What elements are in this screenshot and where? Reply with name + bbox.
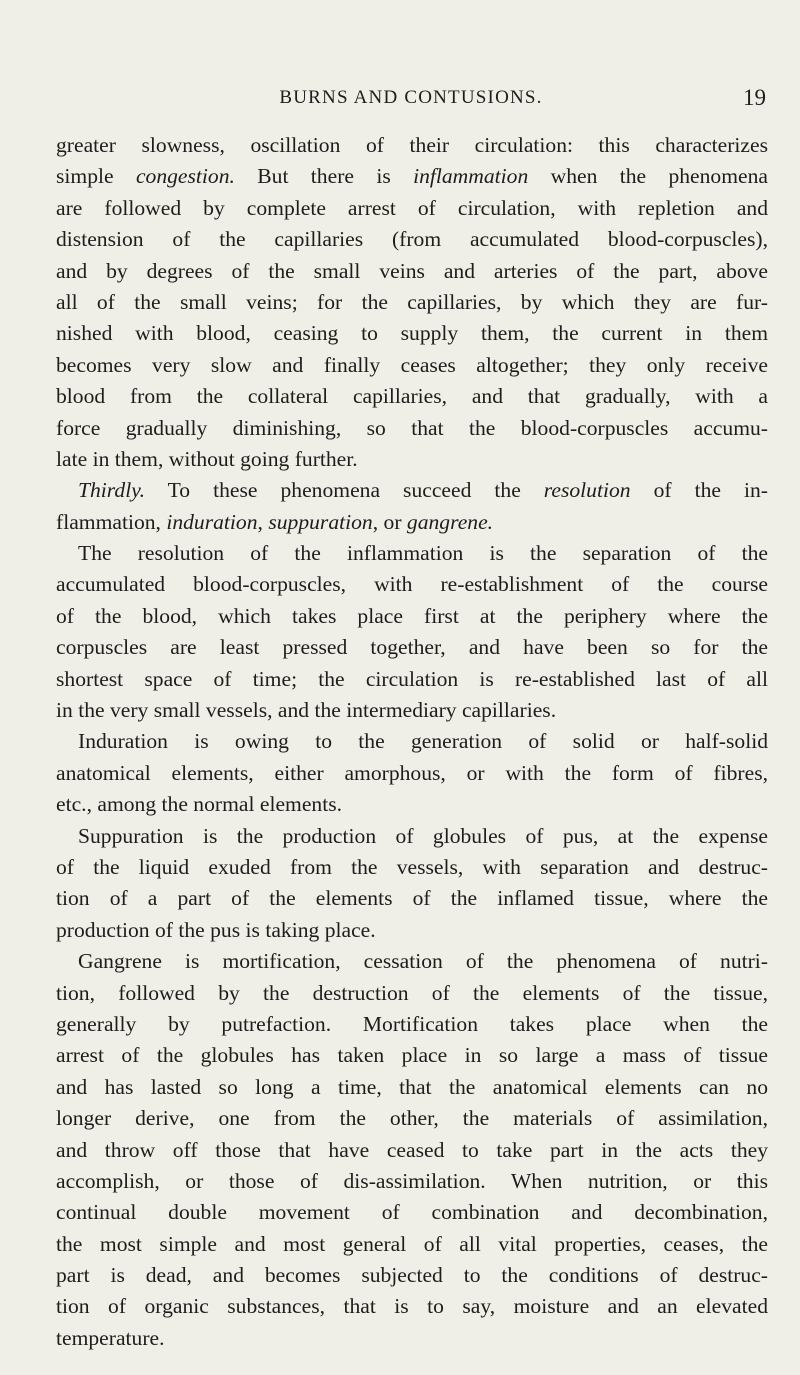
italic-term: inflammation <box>413 164 529 189</box>
text-line <box>56 130 768 161</box>
text-run: when the phenomena <box>528 164 768 189</box>
text-line <box>56 915 768 946</box>
text-run: tion of organic substances, that is to say, moisture and an elevated <box>56 1294 768 1319</box>
italic-term: suppuration <box>268 509 373 534</box>
text-line <box>56 256 768 287</box>
text-run: Gangrene is mortification, cessation of the phenomena of nutri- <box>78 949 768 974</box>
text-run: force gradually diminishing, so that the blood-corpuscles accumu- <box>56 415 768 440</box>
text-line <box>56 224 768 255</box>
text-run: Suppuration is the production of globules of pus, at the expense <box>78 823 768 848</box>
text-run: Induration is owing to the generation of solid or half-solid <box>78 729 768 754</box>
text-line <box>56 601 768 632</box>
text-line <box>56 507 768 538</box>
text-line <box>56 1135 768 1166</box>
text-line <box>56 978 768 1009</box>
text-run: tion of a part of the elements of the inflamed tissue, where the <box>56 886 768 911</box>
text-run: are followed by complete arrest of circulation, with repletion and <box>56 195 768 220</box>
text-run: blood from the collateral capillaries, and that gradually, with a <box>56 384 768 409</box>
text-run: greater slowness, oscillation of their circulation: this characterizes <box>56 133 768 157</box>
text-run: corpuscles are least pressed together, and have been so for the <box>56 635 768 660</box>
text-line <box>56 821 768 852</box>
text-run: and by degrees of the small veins and arteries of the part, above <box>56 258 768 283</box>
text-line <box>56 664 768 695</box>
italic-term: resolution <box>543 478 631 503</box>
text-run: tion, followed by the destruction of the elements of the tissue, <box>56 980 768 1005</box>
text-line <box>56 1103 768 1134</box>
text-line <box>56 538 768 569</box>
text-line <box>56 1040 768 1071</box>
text-run: becomes very slow and finally ceases altogether; they only receive <box>56 352 768 377</box>
text-line <box>56 318 768 349</box>
text-line <box>56 381 768 412</box>
text-line <box>56 1072 768 1103</box>
text-run: of the blood, which takes place first at the periphery where the <box>56 603 768 628</box>
page-number: 19 <box>743 85 766 110</box>
text-line <box>56 852 768 883</box>
text-run: , or <box>372 509 407 534</box>
text-line <box>56 287 768 318</box>
text-line <box>56 1166 768 1197</box>
text-line <box>56 1197 768 1228</box>
text-line <box>56 789 768 820</box>
text-line <box>56 444 768 475</box>
text-run: etc., among the normal elements. <box>56 792 343 817</box>
text-run: generally by putrefaction. Mortification takes place when the <box>56 1011 768 1036</box>
text-run: flammation, <box>56 509 167 534</box>
text-run: and has lasted so long a time, that the anatomical elements can no <box>56 1074 768 1099</box>
text-run: nished with blood, ceasing to supply them, the current in them <box>56 321 768 346</box>
text-run: all of the small veins; for the capillaries, by which they are fur- <box>56 289 768 314</box>
text-run: simple <box>56 164 136 189</box>
text-run: anatomical elements, either amorphous, or with the form of fibres, <box>56 760 768 785</box>
text-run: of the liquid exuded from the vessels, with separation and destruc- <box>56 854 768 879</box>
text-run: longer derive, one from the other, the materials of assimilation, <box>56 1106 768 1131</box>
text-run: of the in- <box>630 478 768 503</box>
italic-term: Thirdly. <box>78 478 145 503</box>
text-line <box>56 1009 768 1040</box>
text-run: shortest space of time; the circulation is re-established last of all <box>56 666 768 691</box>
text-run: distension of the capillaries (from accumulated blood-corpuscles), <box>56 227 768 252</box>
text-line <box>56 695 768 726</box>
text-run: To these phenomena succeed the <box>145 478 544 503</box>
text-line <box>56 946 768 977</box>
running-head: BURNS AND CONTUSIONS. <box>279 87 543 108</box>
body-text <box>56 130 768 1354</box>
text-line <box>56 726 768 757</box>
text-line <box>56 193 768 224</box>
text-line <box>56 758 768 789</box>
text-line <box>56 413 768 444</box>
text-run: in the very small vessels, and the intermediary capillaries. <box>56 698 557 723</box>
text-run: accomplish, or those of dis-assimilation. When nutrition, or this <box>56 1168 768 1193</box>
italic-term: congestion. <box>135 164 235 189</box>
text-run: But there is <box>234 164 414 189</box>
italic-term: gangrene. <box>406 509 494 534</box>
text-line <box>56 161 768 192</box>
text-run: late in them, without going further. <box>56 446 358 471</box>
text-line <box>56 569 768 600</box>
text-run: temperature. <box>56 1325 165 1350</box>
text-line <box>56 350 768 381</box>
text-line <box>56 883 768 914</box>
text-line <box>56 1260 768 1291</box>
text-line <box>56 1291 768 1322</box>
text-run: part is dead, and becomes subjected to the conditions of destruc- <box>56 1263 768 1288</box>
text-line <box>56 475 768 506</box>
text-run: production of the pus is taking place. <box>56 917 376 942</box>
text-run: the most simple and most general of all vital properties, ceases, the <box>56 1231 768 1256</box>
text-run: The resolution of the inflammation is the separation of the <box>78 541 768 566</box>
text-line <box>56 632 768 663</box>
italic-term: induration <box>166 509 258 534</box>
text-run: accumulated blood-corpuscles, with re-establishment of the course <box>56 572 768 597</box>
text-line <box>56 1323 768 1354</box>
text-run: arrest of the globules has taken place in so large a mass of tissue <box>56 1043 768 1068</box>
text-run: , <box>257 509 269 534</box>
page-header <box>56 85 766 115</box>
text-run: continual double movement of combination and decombination, <box>56 1200 768 1225</box>
text-line <box>56 1229 768 1260</box>
text-run: and throw off those that have ceased to take part in the acts they <box>56 1137 768 1162</box>
